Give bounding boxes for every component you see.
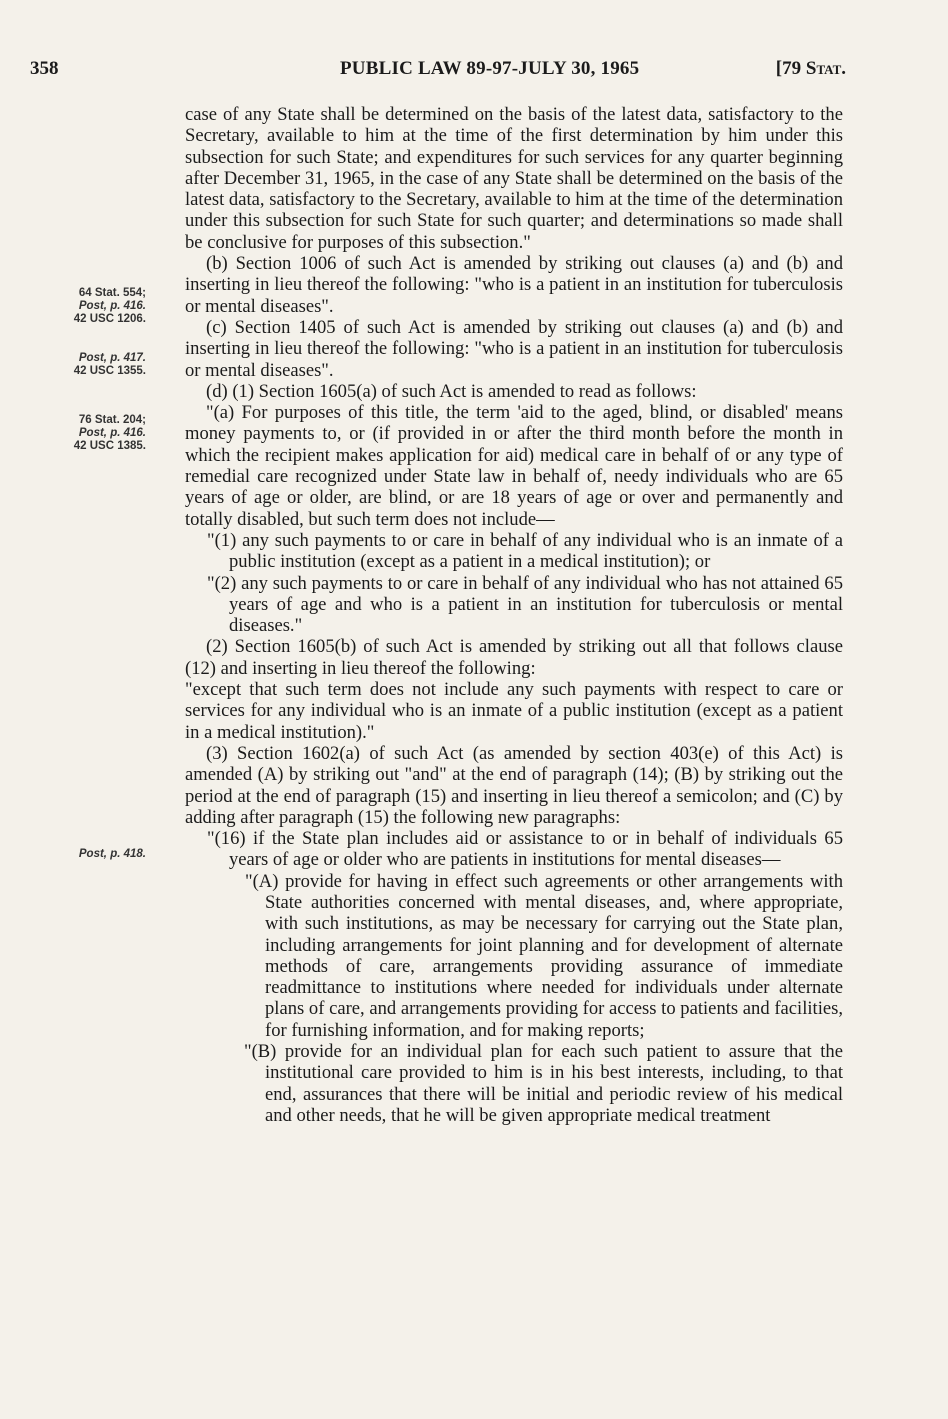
paragraph-b: (b) Section 1006 of such Act is amended by striking out clauses (a) and (b) and inserting in lieu thereof the following: "who is a patient in an institution for tuberculosis or mental diseases". [185,253,843,317]
margin-note-section-d3: Post, p. 418. [78,848,146,860]
paragraph-continuation: case of any State shall be determined on the basis of the latest data, satisfactory to the Secretary, available to him at the time of the first determination by him under this subsection for such State; and expenditures for such services for any quarter beginning after December 31, 1965, in the case of any State shall be determined on the basis of the latest data, satisfactory to the Secretary, available to him at the time of the determination under this subsection for such State for such quarter; and determinations so made shall be conclusive for purposes of this subsection." [185,104,843,253]
margin-note-section-c: Post, p. 417. 42 USC 1355. [73,352,146,377]
paragraph-c: (c) Section 1405 of such Act is amended by striking out clauses (a) and (b) and inserting in lieu thereof the following: "who is a patient in an institution for tuberculosis or mental diseases". [185,316,843,381]
margin-note-section-b: 64 Stat. 554; Post, p. 416. 42 USC 1206. [73,287,146,325]
clause-1: "(1) any such payments to or care in behalf of any individual who is an inmate of a public institution (except as a patient in a medical institution); or [207,529,843,573]
page-header [30,58,846,88]
paragraph-d2-quote: "except that such term does not include any such payments with respect to care or services for any individual who is an inmate of a public institution (except as a patient in a medical institution)." [185,679,843,743]
paragraph-d3: (3) Section 1602(a) of such Act (as amended by section 403(e) of this Act) is amended (A) by striking out "and" at the end of paragraph (14); (B) by striking out the period at the end of paragraph (15) and inserting in lieu thereof a semicolon; and (C) by adding after paragraph (15) the following new paragraphs: [185,742,843,828]
page-number: 358 [30,58,59,79]
statute-reference: [79 Stat. [775,58,846,79]
statute-text [185,104,843,1126]
paragraph-d2: (2) Section 1605(b) of such Act is amended by striking out all that follows clause (12) and inserting in lieu thereof the following: [185,636,843,679]
margin-note-section-d: 76 Stat. 204; Post, p. 416. 42 USC 1385. [73,414,146,452]
subparagraph-a: "(A) provide for having in effect such agreements or other arrangements with State authorities concerned with mental diseases, and, where appropriate, with such institutions, as may be necessary for carrying out the State plan, including arrangements for joint planning and for development of alternate methods of care, arrangements providing assurance of immediate readmittance to institutions where needed for individuals under alternate plans of care, and arrangements providing for access to patients and facilities, for furnishing information, and for making reports; [245,870,843,1041]
running-title: PUBLIC LAW 89-97-JULY 30, 1965 [340,58,640,79]
paragraph-d1-a: "(a) For purposes of this title, the term 'aid to the aged, blind, or disabled' means money payments to, or (if provided in or after the third month before the month in which the recipient makes application for aid) medical care in behalf of or any type of remedial care recognized under State law in behalf of, needy individuals who are 65 years of age or older, are blind, or are 18 years of age or over and permanently and totally disabled, but such term does not include— [185,402,843,530]
paragraph-16: "(16) if the State plan includes aid or assistance to or in behalf of individuals 65 years of age or older who are patients in institutions for mental diseases— [207,828,843,871]
paragraph-d1: (d) (1) Section 1605(a) of such Act is amended to read as follows: [206,380,697,402]
subparagraph-b: "(B) provide for an individual plan for each such patient to assure that the institutional care provided to him is in his best interests, including, to that end, assurances that there will be initial and periodic review of his medical and other needs, that he will be given appropriate medical treatment [244,1041,843,1126]
clause-2: "(2) any such payments to or care in behalf of any individual who has not attained 65 years of age and who is a patient in an institution for tuberculosis or mental diseases." [207,572,843,637]
